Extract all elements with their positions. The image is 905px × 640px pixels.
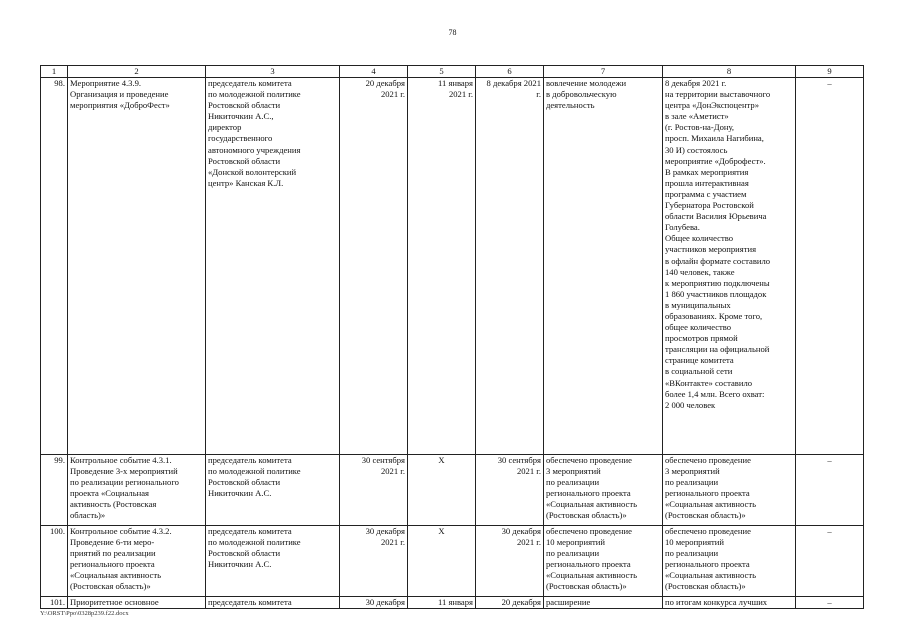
note: – [796,597,864,609]
report-table [40,65,864,609]
column-header: 7 [544,66,663,78]
actual-result: 8 декабря 2021 г. на территории выставочного центра «ДонЭкспоцентр» в зале «Аметист» (г. Ростов-на-Дону, просп. Михаила Нагибина, 30 И) состоялось мероприятие «Доброфест». В рамках мероприятия прошла интерактивная программа с участием Губернатора Ростовской области Василия Юрьевича Голубева. Общее количество участников мероприятия в офлайн формате составило 140 человек, также к мероприятию подключены 1 860 участников площадок в муниципальных образованиях. Кроме того, общее количество просмотров прямой трансляции на официальной странице комитета в социальной сети «ВКонтакте» составило более 1,4 млн. Всего охват: 2 000 человек [663,78,796,455]
table-row [41,455,864,526]
column-header: 4 [340,66,408,78]
column-header: 5 [408,66,476,78]
actual-result: обеспечено проведение 10 мероприятий по реализации регионального проекта «Социальная активность (Ростовская область)» [663,526,796,597]
column-number-row [41,66,864,78]
planned-end-date: Х [408,455,476,526]
event-name: Контрольное событие 4.3.1. Проведение 3-х мероприятий по реализации регионального проекта «Социальная активность (Ростовская область)» [68,455,206,526]
actual-end-date: 20 декабря [476,597,544,609]
planned-start-date: 30 сентября 2021 г. [340,455,408,526]
planned-result: расширение [544,597,663,609]
event-name: Мероприятие 4.3.9. Организация и проведение мероприятия «ДоброФест» [68,78,206,455]
planned-result: обеспечено проведение 3 мероприятий по реализации регионального проекта «Социальная активность (Ростовская область)» [544,455,663,526]
file-path: Y:\ORST\Ppo\0328p239.f22.docx [40,610,129,617]
event-name: Приоритетное основное [68,597,206,609]
note: – [796,78,864,455]
planned-result: вовлечение молодежи в добровольческую деятельность [544,78,663,455]
planned-end-date: 11 января [408,597,476,609]
actual-end-date: 30 декабря 2021 г. [476,526,544,597]
row-number: 99. [41,455,68,526]
responsible-person: председатель комитета [206,597,340,609]
note: – [796,526,864,597]
column-header: 1 [41,66,68,78]
planned-end-date: Х [408,526,476,597]
table-row [41,597,864,609]
column-header: 8 [663,66,796,78]
planned-result: обеспечено проведение 10 мероприятий по реализации регионального проекта «Социальная активность (Ростовская область)» [544,526,663,597]
planned-start-date: 30 декабря 2021 г. [340,526,408,597]
table-row [41,78,864,455]
actual-result: по итогам конкурса лучших [663,597,796,609]
planned-end-date: 11 января 2021 г. [408,78,476,455]
column-header: 6 [476,66,544,78]
page-number: 78 [448,28,457,37]
actual-end-date: 30 сентября 2021 г. [476,455,544,526]
note: – [796,455,864,526]
responsible-person: председатель комитета по молодежной политике Ростовской области Никиточкин А.С., директор государственного автономного учреждения Ростовской области «Донской волонтерский центр» Канская К.Л. [206,78,340,455]
actual-end-date: 8 декабря 2021 г. [476,78,544,455]
responsible-person: председатель комитета по молодежной политике Ростовской области Никиточкин А.С. [206,455,340,526]
row-number: 98. [41,78,68,455]
responsible-person: председатель комитета по молодежной политике Ростовской области Никиточкин А.С. [206,526,340,597]
column-header: 3 [206,66,340,78]
row-number: 100. [41,526,68,597]
actual-result: обеспечено проведение 3 мероприятий по реализации регионального проекта «Социальная активность (Ростовская область)» [663,455,796,526]
column-header: 2 [68,66,206,78]
planned-start-date: 20 декабря 2021 г. [340,78,408,455]
row-number: 101. [41,597,68,609]
column-header: 9 [796,66,864,78]
table-row [41,526,864,597]
event-name: Контрольное событие 4.3.2. Проведение 6-ти меро- приятий по реализации регионального проекта «Социальная активность (Ростовская область)» [68,526,206,597]
planned-start-date: 30 декабря [340,597,408,609]
